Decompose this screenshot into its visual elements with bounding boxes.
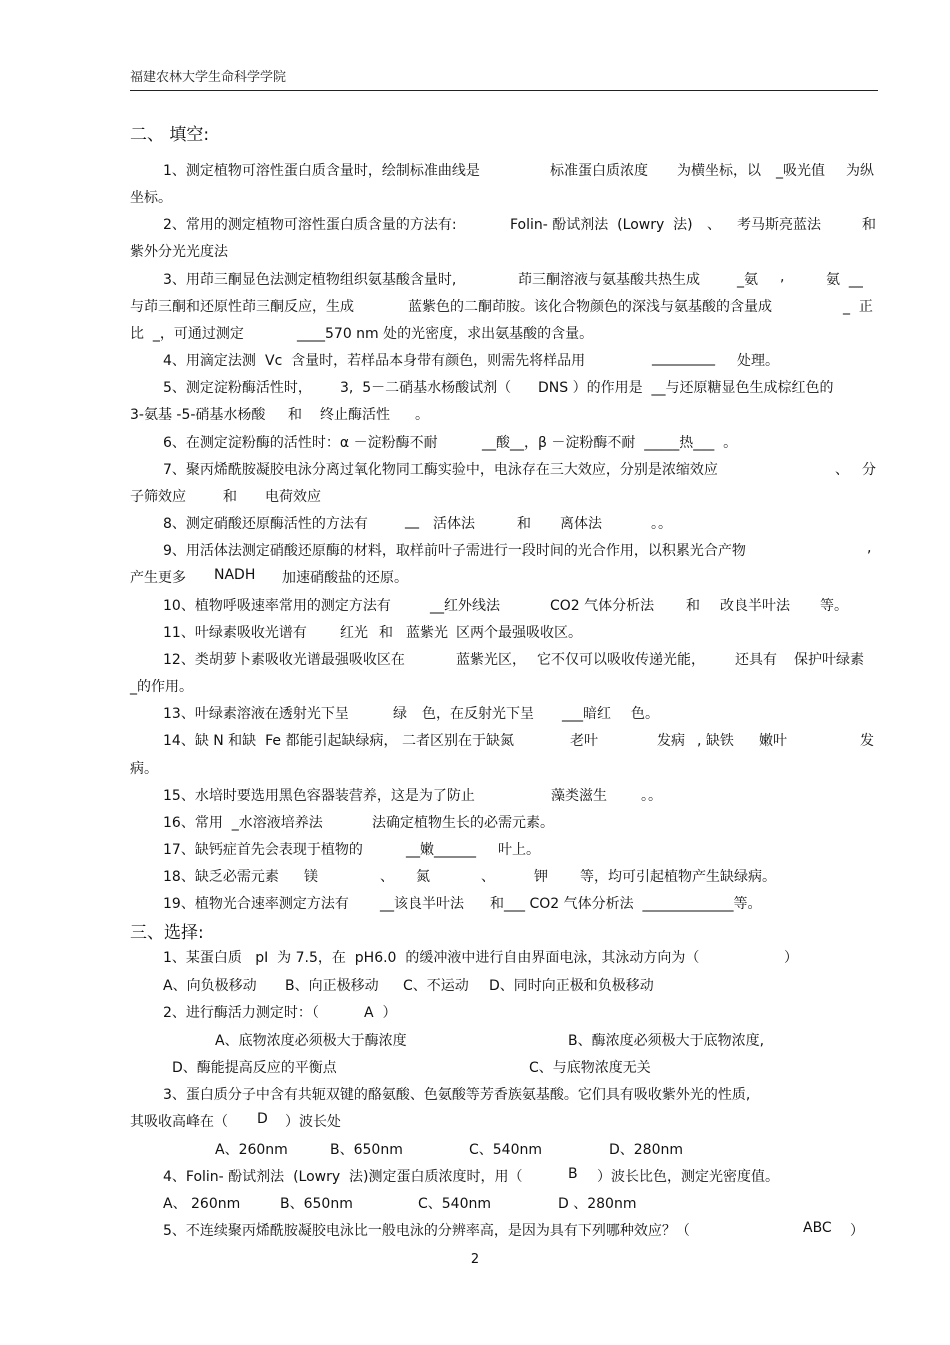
fill-blank-text: 区两个最强吸收区。 <box>456 625 582 641</box>
fill-blank-text: 7、聚丙烯酰胺凝胶电泳分离过氧化物同工酶实验中，电泳存在三大效应，分别是浓缩效应 <box>163 462 718 478</box>
fill-blank-text: _吸光值 <box>776 163 825 179</box>
fill-blank-text: 。。 <box>651 516 672 532</box>
fill-blank-text: _________ <box>652 350 715 366</box>
fill-blank-text: , <box>780 269 785 285</box>
fill-blank-text: 红光 <box>340 625 368 641</box>
fill-blank-text: 5、测定淀粉酶活性时， <box>163 380 312 396</box>
fill-blank-text: 16、常用 _水溶液培养法 <box>163 815 323 831</box>
fill-blank-text: 3-氨基 -5-硝基水杨酸 <box>130 407 266 423</box>
fill-blank-text: 色。 <box>631 706 659 722</box>
fill-blank-text: 氨 __ <box>826 272 863 288</box>
fill-blank-text: 和 <box>686 598 700 614</box>
fill-blank-text: 、 <box>707 217 721 233</box>
choice-question-text: B、650nm <box>330 1142 403 1158</box>
fill-blank-text: 12、类胡萝卜素吸收光谱最强吸收区在 <box>163 652 405 668</box>
fill-blank-text: 9、用活体法测定硝酸还原酶的材料，取样前叶子需进行一段时间的光合作用，以积累光合产物 <box>163 543 746 559</box>
fill-blank-text: 终止酶活性 <box>320 407 390 423</box>
fill-blank-text: 镁 <box>304 869 318 885</box>
fill-blank-text: 子筛效应 <box>130 489 186 505</box>
fill-blank-text: __该良半叶法 <box>380 896 464 912</box>
fill-blank-text: 蓝紫光区， <box>456 652 526 668</box>
fill-blank-text: 茚三酮溶液与氨基酸共热生成 <box>518 272 700 288</box>
fill-blank-text: 分 <box>862 462 876 478</box>
choice-question-text: 3、蛋白质分子中含有共轭双键的酪氨酸、色氨酸等芳香族氨基酸。它们具有吸收紫外光的性质, <box>163 1087 751 1103</box>
fill-blank-text: CO2 气体分析法 <box>550 598 655 614</box>
choice-question-text: B、酶浓度必须极大于底物浓度, <box>568 1033 765 1049</box>
fill-blank-text: _ 正 <box>843 299 873 315</box>
fill-blank-text: 。。 <box>641 788 662 804</box>
fill-blank-text: _氨 <box>737 272 758 288</box>
fill-blank-text: 考马斯亮蓝法 <box>737 217 821 233</box>
choice-question-text: ）波长处 <box>285 1114 341 1130</box>
fill-blank-text: 嫩叶 <box>759 733 787 749</box>
choice-question-text: D <box>257 1111 268 1127</box>
fill-blank-text: 、 <box>481 869 495 885</box>
fill-blank-text: 离体法 <box>560 516 602 532</box>
choice-question-text: C、与底物浓度无关 <box>529 1060 651 1076</box>
choice-question-text: A ） <box>364 1005 397 1021</box>
fill-blank-text: _的作用。 <box>130 679 193 695</box>
choice-question-text: A、底物浓度必须极大于酶浓度 <box>215 1033 407 1049</box>
fill-blank-text: 和 <box>517 516 531 532</box>
fill-blank-text: NADH <box>214 567 256 583</box>
fill-blank-text: 和___ CO2 气体分析法 _____________等。 <box>490 896 762 912</box>
fill-blank-text: 坐标。 <box>130 190 172 206</box>
fill-blank-text: 和 <box>223 489 237 505</box>
fill-blank-text: __ <box>405 513 419 529</box>
fill-blank-text: 3、用茚三酮显色法测定植物组织氨基酸含量时, <box>163 272 457 288</box>
fill-blank-text: 18、缺乏必需元素 <box>163 869 279 885</box>
fill-blank-text: 紫外分光光度法 <box>130 244 228 260</box>
choice-question-text: C、540nm <box>469 1142 543 1158</box>
fill-blank-text: __嫩______ <box>406 842 476 858</box>
fill-blank-text: 处理。 <box>737 353 779 369</box>
section-title: 二、 填空: <box>130 125 210 145</box>
fill-blank-text: 色，在反射光下呈 <box>422 706 534 722</box>
choice-question-text: B <box>568 1166 578 1182</box>
fill-blank-text: 为纵 <box>846 163 874 179</box>
choice-question-text: D 、280nm <box>558 1196 637 1212</box>
choice-question-text: 其吸收高峰在（ <box>130 1114 228 1130</box>
choice-question-text: B、向正极移动 <box>285 978 379 994</box>
fill-blank-text: 钾 <box>534 869 548 885</box>
choice-question-text: 2、进行酶活力测定时：（ <box>163 1005 319 1021</box>
fill-blank-text: 13、叶绿素溶液在透射光下呈 <box>163 706 349 722</box>
choice-question-text: A、 260nm <box>163 1196 241 1212</box>
fill-blank-text: __酸__，β －淀粉酶不耐 _____热___ 。 <box>482 435 738 451</box>
fill-blank-text: 活体法 <box>433 516 475 532</box>
fill-blank-text: 发病 <box>657 733 685 749</box>
fill-blank-text: 和 <box>862 217 876 233</box>
fill-blank-text: 等。 <box>820 598 848 614</box>
fill-blank-text: , <box>867 540 872 556</box>
choice-question-text: A、向负极移动 <box>163 978 257 994</box>
fill-blank-text: 8、测定硝酸还原酶活性的方法有 <box>163 516 368 532</box>
choice-question-text: ABC <box>803 1220 832 1236</box>
fill-blank-text: 2、常用的测定植物可溶性蛋白质含量的方法有: <box>163 217 457 233</box>
choice-question-text: C、不运动 <box>403 978 469 994</box>
fill-blank-text: 19、植物光合速率测定方法有 <box>163 896 349 912</box>
choice-question-text: A、260nm <box>215 1142 288 1158</box>
fill-blank-text: ____570 nm 处的光密度，求出氨基酸的含量。 <box>297 326 594 342</box>
fill-blank-text: 改良半叶法 <box>720 598 790 614</box>
fill-blank-text: 二者区别在于缺氮 <box>402 733 514 749</box>
choice-question-text: 1、某蛋白质 pI 为 7.5，在 pH6.0 的缓冲液中进行自由界面电泳，其泳动方向为（ <box>163 950 700 966</box>
choice-question-text: ）波长比色，测定光密度值。 <box>597 1169 779 1185</box>
fill-blank-text: 。 <box>415 407 429 423</box>
fill-blank-text: 还具有 <box>735 652 777 668</box>
choice-question-text: D、同时向正极和负极移动 <box>489 978 654 994</box>
fill-blank-text: , 缺铁 <box>697 733 734 749</box>
fill-blank-text: 保护叶绿素 <box>794 652 864 668</box>
header-institution: 福建农林大学生命科学学院 <box>130 70 287 85</box>
fill-blank-text: 产生更多 <box>130 570 186 586</box>
fill-blank-text: 、 <box>835 462 849 478</box>
fill-blank-text: 11、叶绿素吸收光谱有 <box>163 625 307 641</box>
fill-blank-text: 17、缺钙症首先会表现于植物的 <box>163 842 363 858</box>
fill-blank-text: Vc 含量时，若样品本身带有颜色，则需先将样品用 <box>265 353 586 369</box>
fill-blank-text: 发 <box>860 733 874 749</box>
fill-blank-text: 蓝紫光 <box>406 625 448 641</box>
fill-blank-text: 1、测定植物可溶性蛋白质含量时，绘制标准曲线是 <box>163 163 480 179</box>
choice-question-text: B、650nm <box>280 1196 353 1212</box>
fill-blank-text: 4、用滴定法测 <box>163 353 256 369</box>
fill-blank-text: __红外线法 <box>430 598 500 614</box>
fill-blank-text: 标准蛋白质浓度 <box>550 163 648 179</box>
fill-blank-text: 电荷效应 <box>265 489 321 505</box>
fill-blank-text: 老叶 <box>570 733 598 749</box>
choice-question-text: D、280nm <box>609 1142 684 1158</box>
fill-blank-text: 与茚三酮和还原性茚三酮反应，生成 <box>130 299 354 315</box>
choice-question-text: C、540nm <box>418 1196 492 1212</box>
fill-blank-text: 氮 <box>416 869 430 885</box>
fill-blank-text: 加速硝酸盐的还原。 <box>282 570 408 586</box>
fill-blank-text: 叶上。 <box>498 842 540 858</box>
fill-blank-text: 蓝紫色的二酮茚胺。该化合物颜色的深浅与氨基酸的含量成 <box>408 299 772 315</box>
fill-blank-text: ___暗红 <box>562 706 611 722</box>
fill-blank-text: 14、缺 N 和缺 Fe 都能引起缺绿病， <box>163 733 398 749</box>
fill-blank-text: 、 <box>380 869 394 885</box>
fill-blank-text: 比 _，可通过测定 <box>130 326 244 342</box>
fill-blank-text: 6、在测定淀粉酶的活性时：α －淀粉酶不耐 <box>163 435 438 451</box>
fill-blank-text: 15、水培时要选用黑色容器装营养，这是为了防止 <box>163 788 475 804</box>
choice-question-text: D、酶能提高反应的平衡点 <box>172 1060 337 1076</box>
fill-blank-text: 和 <box>288 407 302 423</box>
fill-blank-text: 10、植物呼吸速率常用的测定方法有 <box>163 598 391 614</box>
fill-blank-text: 法确定植物生长的必需元素。 <box>372 815 554 831</box>
fill-blank-text: 它不仅可以吸收传递光能， <box>537 652 705 668</box>
choice-question-text: ） <box>850 1223 864 1239</box>
fill-blank-text: Folin- 酚试剂法 (Lowry 法) <box>510 217 693 233</box>
fill-blank-text: 和 <box>379 625 393 641</box>
fill-blank-text: DNS ）的作用是 __与还原糖显色生成棕红色的 <box>538 380 834 396</box>
fill-blank-text: 为横坐标，以 <box>677 163 761 179</box>
fill-blank-text: 等，均可引起植物产生缺绿病。 <box>580 869 776 885</box>
fill-blank-text: 病。 <box>130 761 158 777</box>
header-rule <box>130 90 878 91</box>
section-title: 三、选择: <box>130 923 204 943</box>
fill-blank-text: 绿 <box>393 706 407 722</box>
choice-question-text: 5、不连续聚丙烯酰胺凝胶电泳比一般电泳的分辨率高，是因为具有下列哪种效应？（ <box>163 1223 690 1239</box>
fill-blank-text: 3, 5－二硝基水杨酸试剂（ <box>340 380 512 396</box>
choice-question-text: 4、Folin- 酚试剂法 (Lowry 法)测定蛋白质浓度时，用（ <box>163 1169 523 1185</box>
fill-blank-text: 藻类滋生 <box>551 788 607 804</box>
choice-question-text: ） <box>784 950 798 966</box>
page-number: 2 <box>470 1252 480 1267</box>
